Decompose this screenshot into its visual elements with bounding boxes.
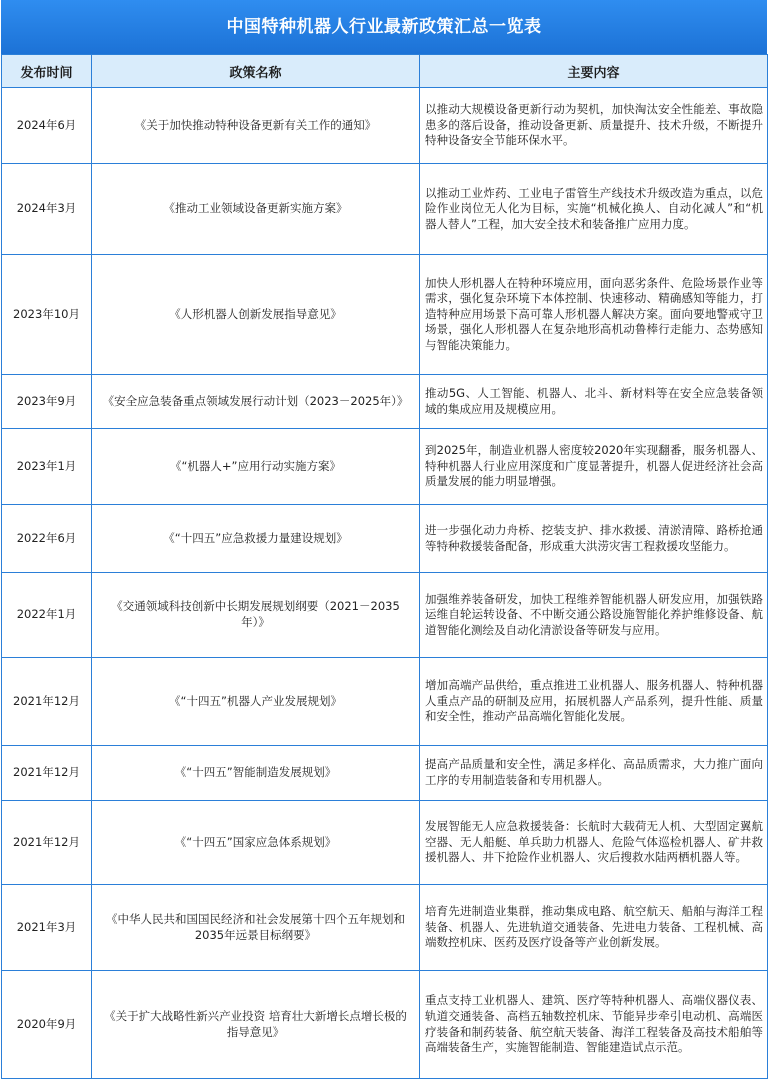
row-policy-name: 《“十四五”机器人产业发展规划》	[92, 658, 420, 746]
policy-table-container	[1, 0, 767, 1079]
row-date: 2021年3月	[2, 885, 92, 971]
row-date: 2022年6月	[2, 505, 92, 573]
table-row	[2, 255, 768, 375]
row-date: 2021年12月	[2, 746, 92, 801]
row-date: 2024年6月	[2, 88, 92, 164]
table-row	[2, 885, 768, 971]
table-row	[2, 573, 768, 658]
row-content: 培育先进制造业集群，推动集成电路、航空航天、船舶与海洋工程装备、机器人、先进轨道交通装备、先进电力装备、工程机械、高端数控机床、医药及医疗设备等产业创新发展。	[420, 885, 768, 971]
row-policy-name: 《“机器人+”应用行动实施方案》	[92, 429, 420, 505]
row-content: 到2025年，制造业机器人密度较2020年实现翻番，服务机器人、特种机器人行业应用深度和广度显著提升，机器人促进经济社会高质量发展的能力明显增强。	[420, 429, 768, 505]
row-content: 推动5G、人工智能、机器人、北斗、新材料等在安全应急装备领域的集成应用及规模应用。	[420, 375, 768, 429]
row-date: 2023年10月	[2, 255, 92, 375]
header-policy-name: 政策名称	[92, 55, 420, 88]
row-policy-name: 《中华人民共和国国民经济和社会发展第十四个五年规划和2035年远景目标纲要》	[92, 885, 420, 971]
header-row	[2, 55, 768, 88]
row-content: 进一步强化动力舟桥、挖装支护、排水救援、清淤清障、路桥抢通等特种救援装备配备，形成重大洪涝灾害工程救援攻坚能力。	[420, 505, 768, 573]
row-content: 加强维养装备研发，加快工程维养智能机器人研发应用，加强铁路运维自轮运转设备、不中断交通公路设施智能化养护维修设备、航道智能化测绘及自动化清淤设备等研发与应用。	[420, 573, 768, 658]
row-policy-name: 《安全应急装备重点领域发展行动计划（2023－2025年）》	[92, 375, 420, 429]
row-policy-name: 《人形机器人创新发展指导意见》	[92, 255, 420, 375]
row-content: 增加高端产品供给，重点推进工业机器人、服务机器人、特种机器人重点产品的研制及应用，拓展机器人产品系列，提升性能、质量和安全性，推动产品高端化智能化发展。	[420, 658, 768, 746]
header-content: 主要内容	[420, 55, 768, 88]
row-date: 2023年9月	[2, 375, 92, 429]
row-policy-name: 《关于扩大战略性新兴产业投资 培育壮大新增长点增长极的指导意见》	[92, 971, 420, 1079]
table-row	[2, 88, 768, 164]
row-date: 2023年1月	[2, 429, 92, 505]
row-content: 以推动工业炸药、工业电子雷管生产线技术升级改造为重点，以危险作业岗位无人化为目标，实施“机械化换人、自动化减人”和“机器人替人”工程，加大安全技术和装备推广应用力度。	[420, 164, 768, 255]
policy-table	[1, 54, 768, 1079]
row-date: 2020年9月	[2, 971, 92, 1079]
row-date: 2021年12月	[2, 801, 92, 885]
row-content: 发展智能无人应急救援装备：长航时大载荷无人机、大型固定翼航空器、无人船艇、单兵助力机器人、危险气体巡检机器人、矿井救援机器人、井下抢险作业机器人、灾后搜救水陆两栖机器人等。	[420, 801, 768, 885]
header-date: 发布时间	[2, 55, 92, 88]
table-row	[2, 746, 768, 801]
table-title: 中国特种机器人行业最新政策汇总一览表	[1, 0, 767, 54]
row-date: 2021年12月	[2, 658, 92, 746]
row-policy-name: 《“十四五”智能制造发展规划》	[92, 746, 420, 801]
table-row	[2, 801, 768, 885]
row-content: 加快人形机器人在特种环境应用，面向恶劣条件、危险场景作业等需求，强化复杂环境下本体控制、快速移动、精确感知等能力，打造特种应用场景下高可靠人形机器人解决方案。面向要地警戒守卫场景，强化人形机器人在复杂地形高机动鲁棒行走能力、态势感知与智能决策能力。	[420, 255, 768, 375]
table-row	[2, 971, 768, 1079]
table-row	[2, 658, 768, 746]
row-policy-name: 《“十四五”国家应急体系规划》	[92, 801, 420, 885]
row-policy-name: 《推动工业领域设备更新实施方案》	[92, 164, 420, 255]
row-policy-name: 《关于加快推动特种设备更新有关工作的通知》	[92, 88, 420, 164]
table-row	[2, 429, 768, 505]
row-date: 2024年3月	[2, 164, 92, 255]
row-content: 重点支持工业机器人、建筑、医疗等特种机器人、高端仪器仪表、轨道交通装备、高档五轴数控机床、节能异步牵引电动机、高端医疗装备和制药装备、航空航天装备、海洋工程装备及高技术船舶等高端装备生产，实施智能制造、智能建造试点示范。	[420, 971, 768, 1079]
table-row	[2, 505, 768, 573]
row-content: 以推动大规模设备更新行动为契机，加快淘汰安全性能差、事故隐患多的落后设备，推动设备更新、质量提升、技术升级，不断提升特种设备安全节能环保水平。	[420, 88, 768, 164]
table-row	[2, 164, 768, 255]
row-date: 2022年1月	[2, 573, 92, 658]
table-row	[2, 375, 768, 429]
row-content: 提高产品质量和安全性，满足多样化、高品质需求，大力推广面向工序的专用制造装备和专用机器人。	[420, 746, 768, 801]
row-policy-name: 《交通领域科技创新中长期发展规划纲要（2021－2035年）》	[92, 573, 420, 658]
row-policy-name: 《“十四五”应急救援力量建设规划》	[92, 505, 420, 573]
